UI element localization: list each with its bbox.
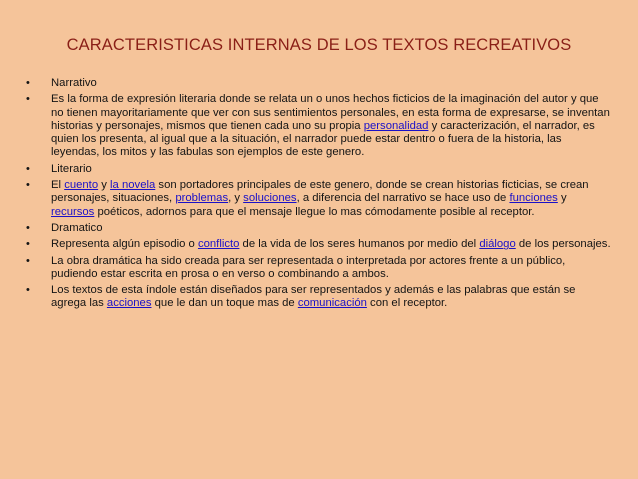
bullet-text: Dramatico [51, 221, 103, 234]
bullet-text: La obra dramática ha sido creada para ser representada o interpretada por actores frente a un público, pudiendo estar escrita en prosa o en verso o combinando a ambos. [51, 254, 566, 280]
bullet-text: , y [228, 192, 244, 205]
bullet-text: Los textos de esta índole están diseñados para ser representados y además e las palabras que están se agrega las [51, 284, 576, 310]
bullet-dot-icon: • [26, 93, 30, 106]
bullet-text: Narrativo [51, 77, 97, 89]
bullet-text: Literario [51, 162, 92, 175]
link-soluciones[interactable]: soluciones [243, 192, 297, 205]
bullet-item [26, 222, 612, 235]
link-personalidad[interactable]: personalidad [363, 119, 429, 132]
bullet-item [26, 93, 612, 159]
bullet-text: y [98, 179, 111, 192]
bullet-text: , a diferencia del narrativo se hace uso de [296, 192, 510, 205]
bullet-list [26, 77, 612, 311]
link-recursos[interactable]: recursos [51, 205, 95, 218]
link-funciones[interactable]: funciones [509, 192, 558, 205]
bullet-text: Es la forma de expresión literaria donde se relata un o unos hechos ficticios de la imaginación del autor y que no tienen mayoritariamente que ver con sus sentimientos personales, en esta forma de expresarse, se inventan historias y personajes, mismos que tienen cada uno su propia [51, 93, 610, 132]
bullet-dot-icon: • [26, 77, 30, 89]
link-diálogo[interactable]: diálogo [479, 238, 516, 251]
link-comunicación[interactable]: comunicación [297, 297, 367, 310]
bullet-text: poéticos, adornos para que el mensaje llegue lo mas cómodamente posible al receptor. [94, 205, 535, 218]
link-problemas[interactable]: problemas [175, 192, 229, 205]
bullet-text: y caracterización, el narrador, es quien los presenta, al igual que a la situación, el narrador puede estar dentro o fuera de la historia, las leyendas, los mitos y las fabulas son ejemplos de este genero. [51, 119, 595, 159]
bullet-text: de la vida de los seres humanos por medio del [239, 238, 480, 251]
link-acciones[interactable]: acciones [106, 297, 152, 310]
bullet-item [26, 255, 612, 282]
link-la-novela[interactable]: la novela [110, 179, 156, 192]
bullet-item [26, 284, 612, 311]
bullet-text: son portadores principales de este genero, donde se crean historias ficticias, se crean personajes, situaciones, [51, 179, 589, 205]
bullet-dot-icon: • [26, 162, 30, 175]
bullet-item [26, 238, 612, 251]
bullet-dot-icon: • [26, 254, 30, 267]
bullet-text: y [557, 192, 567, 205]
bullet-dot-icon: • [26, 238, 30, 251]
bullet-text: con el receptor. [366, 297, 448, 310]
link-conflicto[interactable]: conflicto [197, 238, 240, 251]
link-cuento[interactable]: cuento [64, 179, 99, 192]
bullet-item [26, 163, 612, 176]
bullet-text: El [51, 179, 65, 192]
bullet-item [26, 77, 612, 90]
bullet-text: de los personajes. [515, 238, 611, 251]
bullet-text: Representa algún episodio o [51, 238, 198, 251]
bullet-dot-icon: • [26, 221, 30, 234]
bullet-dot-icon: • [26, 179, 30, 192]
bullet-text: que le dan un toque mas de [151, 297, 298, 310]
bullet-dot-icon: • [26, 284, 30, 297]
bullet-item [26, 179, 612, 219]
slide-title: CARACTERISTICAS INTERNAS DE LOS TEXTOS RECREATIVOS [66, 36, 572, 54]
